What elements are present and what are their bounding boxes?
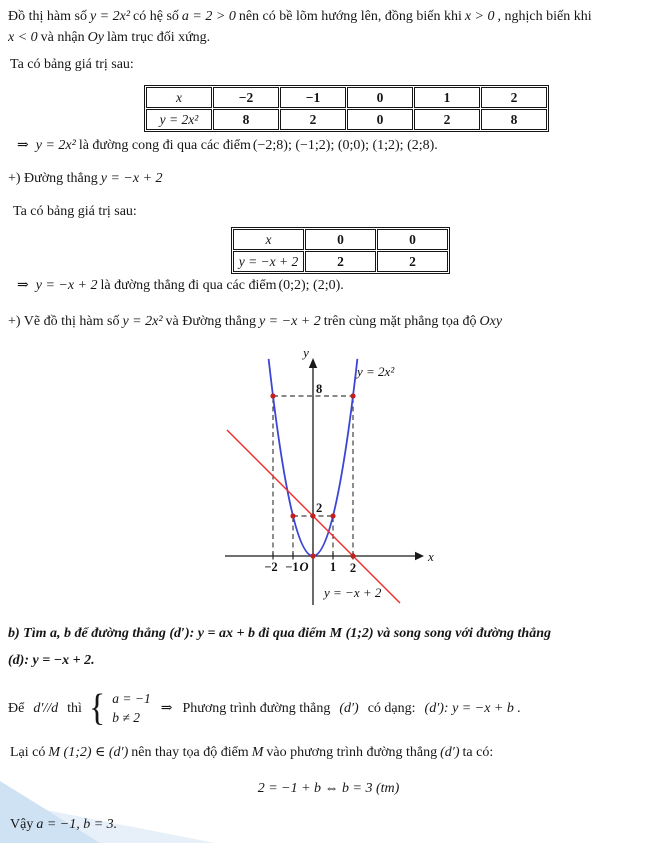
implies-symbol: ⇒ <box>17 278 29 293</box>
math-run: a = 2 > 0 <box>181 9 236 24</box>
x-tick-label: −1 <box>285 560 299 574</box>
origin-label: O <box>299 560 309 574</box>
table-caption-2: Ta có bảng giá trị sau: <box>13 204 137 219</box>
text-run: trên cùng mặt phẳng tọa độ <box>323 314 477 329</box>
table-cell: 0 <box>305 229 376 250</box>
text-run: Vậy <box>10 817 34 832</box>
math-run: x < 0 <box>8 30 38 45</box>
table-cell: 1 <box>414 87 480 108</box>
table-cell: x <box>233 229 304 250</box>
math-run: (d): y = −x + 2. <box>8 653 95 668</box>
text-run: và nhận <box>40 30 85 45</box>
implies-symbol: ⇒ <box>17 138 29 153</box>
table-row <box>146 109 547 130</box>
conclusion-line <box>10 817 120 833</box>
math-run: y = −x + 2 <box>258 314 321 329</box>
y-value-label-8: 8 <box>316 382 323 396</box>
text-run: Lại có <box>10 745 46 760</box>
math-run: Oy <box>87 30 104 45</box>
math-run: (d′) <box>339 700 359 716</box>
math-run: y = 2x² <box>89 9 131 24</box>
text-run: , nghịch biến khi <box>497 9 592 24</box>
values-table-parabola <box>144 85 549 132</box>
result-equation <box>0 781 657 797</box>
table-cell: y = 2x² <box>146 109 212 130</box>
math-run: y = 2x² <box>35 138 76 153</box>
math-run: x > 0 <box>464 9 495 24</box>
values-table-line <box>231 227 450 274</box>
text-run: Phương trình đường thẳng <box>182 700 331 716</box>
table-caption-1: Ta có bảng giá trị sau: <box>10 57 134 72</box>
text-run: thì <box>67 700 82 716</box>
text-run: +) Vẽ đồ thị hàm số <box>8 314 120 329</box>
table-cell: 2 <box>414 109 480 130</box>
table-row <box>233 229 448 250</box>
text-run: Đồ thị hàm số <box>8 9 87 24</box>
parallel-condition-line <box>8 687 653 730</box>
implies-symbol: ⇒ <box>160 701 173 717</box>
math-run: a = −1, b = 3. <box>36 817 118 832</box>
math-run: M <box>251 745 264 760</box>
math-run: Oxy <box>479 314 503 329</box>
x-axis-label: x <box>428 549 434 564</box>
deduction-line <box>17 277 647 294</box>
line-heading <box>8 171 166 187</box>
table-cell: 2 <box>377 251 448 272</box>
math-run: 2 = −1 + b ⇔ b = 3 (tm) <box>257 781 400 796</box>
text-run: Để <box>8 700 25 716</box>
text-run: có dạng: <box>367 700 416 716</box>
text-run: và Đường thẳng <box>165 314 256 329</box>
text-run: ta có: <box>462 745 494 760</box>
math-run: y = −x + 2 <box>100 171 163 186</box>
points-list: (−2;8); (−1;2); (0;0); (1;2); (2;8). <box>252 138 438 153</box>
text-run: vào phương trình đường thẳng <box>266 745 438 760</box>
y-axis-label: y <box>303 345 309 360</box>
text-run: là đường thẳng đi qua các điểm <box>100 278 277 293</box>
y-axis-arrow <box>309 358 317 368</box>
parabola-label: y = 2x² <box>357 364 395 379</box>
table-cell: 0 <box>377 229 448 250</box>
substitution-line <box>10 744 650 761</box>
plot-heading <box>8 314 653 330</box>
table-cell: 0 <box>347 109 413 130</box>
table-row <box>233 251 448 272</box>
system-line-1: a = −1 <box>112 691 151 706</box>
text-run: +) Đường thẳng <box>8 171 98 186</box>
math-run: (d′) <box>440 745 460 760</box>
x-tick-label: 1 <box>329 560 337 574</box>
x-axis-arrow <box>415 552 424 560</box>
text-run: nên có bề lõm hướng lên, đồng biến khi <box>238 9 462 24</box>
table-row <box>146 87 547 108</box>
table-cell: y = −x + 2 <box>233 251 304 272</box>
table-cell: 2 <box>280 109 346 130</box>
coordinate-plane-figure <box>205 345 455 613</box>
x-tick-label: 2 <box>349 561 357 575</box>
x-tick-label: −2 <box>264 560 278 574</box>
graph-svg <box>205 345 455 613</box>
intro-paragraph <box>8 6 653 48</box>
text-run: làm trục đối xứng. <box>106 30 211 45</box>
table-cell: −2 <box>213 87 279 108</box>
y-value-label-2: 2 <box>316 501 323 515</box>
line-label: y = −x + 2 <box>324 585 382 600</box>
table-cell: −1 <box>280 87 346 108</box>
equation-system <box>112 690 150 728</box>
math-run: y = 2x² <box>122 314 163 329</box>
deduction-parabola <box>17 137 647 154</box>
table-cell: 8 <box>481 109 547 130</box>
table-cell: 8 <box>213 109 279 130</box>
table-cell: 2 <box>481 87 547 108</box>
table-cell: 0 <box>347 87 413 108</box>
text-run: b) Tìm a, b để đường thẳng (d′): y = ax + b đi qua điểm M (1;2) và song song với đường thẳng <box>8 626 551 641</box>
math-run: (d′): y = −x + b . <box>424 700 521 716</box>
text-run: nên thay tọa độ điểm <box>131 745 249 760</box>
system-line-2: b ≠ 2 <box>112 709 140 725</box>
part-b-heading <box>8 620 653 674</box>
math-run: d′//d <box>33 700 59 716</box>
text-run: có hệ số <box>133 9 179 24</box>
table-cell: 2 <box>305 251 376 272</box>
table-cell: x <box>146 87 212 108</box>
points-list: (0;2); (2;0). <box>278 278 344 293</box>
math-run: y = −x + 2 <box>35 278 98 293</box>
math-run: M (1;2) ∈ (d′) <box>48 745 129 760</box>
text-run: là đường cong đi qua các điểm <box>78 138 251 153</box>
brace-symbol: { <box>88 687 106 730</box>
